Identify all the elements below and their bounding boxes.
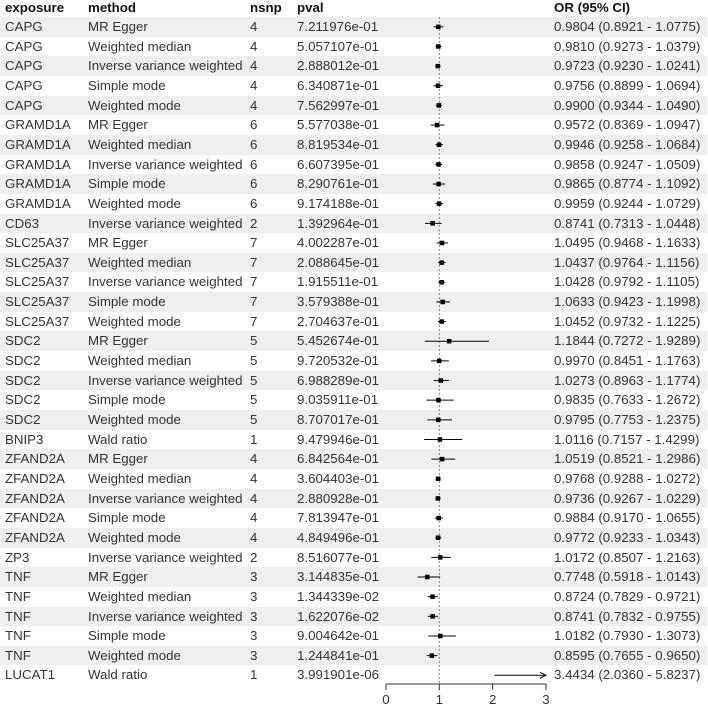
nsnp-cell: 4	[250, 38, 258, 54]
or-ci-cell: 0.9572 (0.8369 - 1.0947)	[554, 117, 701, 133]
pval-cell: 8.819534e-01	[297, 136, 380, 152]
nsnp-cell: 6	[250, 176, 258, 192]
or-ci-cell: 0.9723 (0.9230 - 1.0241)	[554, 58, 701, 74]
exposure-cell: CAPG	[5, 38, 43, 54]
method-cell: Weighted mode	[88, 313, 181, 329]
table-row	[0, 548, 707, 568]
exposure-cell: CAPG	[5, 77, 43, 93]
or-ci-cell: 0.7748 (0.5918 - 1.0143)	[554, 569, 701, 585]
exposure-cell: SLC25A37	[5, 294, 70, 310]
pval-cell: 7.211976e-01	[297, 19, 379, 34]
pval-cell: 6.842564e-01	[297, 451, 380, 467]
table-row	[0, 253, 707, 273]
method-cell: MR Egger	[88, 235, 148, 251]
nsnp-cell: 6	[250, 117, 258, 133]
exposure-cell: TNF	[5, 608, 31, 624]
or-ci-cell: 0.8595 (0.7655 - 0.9650)	[554, 647, 701, 663]
method-cell: Weighted mode	[88, 195, 181, 211]
nsnp-cell: 7	[250, 313, 258, 329]
exposure-cell: ZP3	[5, 549, 30, 565]
pval-cell: 9.479946e-01	[297, 431, 380, 447]
method-cell: Weighted median	[88, 136, 192, 152]
nsnp-cell: 7	[250, 274, 258, 290]
pval-cell: 2.088645e-01	[297, 254, 380, 270]
or-ci-cell: 0.9900 (0.9344 - 1.0490)	[554, 97, 701, 113]
table-row	[0, 449, 707, 469]
pval-cell: 4.849496e-01	[297, 529, 380, 545]
pval-cell: 3.604403e-01	[297, 470, 380, 486]
pval-cell: 6.988289e-01	[297, 372, 380, 388]
exposure-cell: CAPG	[5, 97, 43, 113]
column-header-exposure: exposure	[5, 0, 65, 15]
table-row	[0, 607, 707, 627]
nsnp-cell: 7	[250, 254, 258, 270]
or-ci-cell: 0.9970 (0.8451 - 1.1763)	[554, 353, 701, 369]
pval-cell: 3.579388e-01	[297, 294, 380, 310]
nsnp-cell: 5	[250, 353, 258, 369]
exposure-cell: SDC2	[5, 333, 41, 349]
x-tick-label: 0	[382, 692, 390, 707]
method-cell: Inverse variance weighted	[88, 274, 243, 290]
or-ci-cell: 0.9795 (0.7753 - 1.2375)	[554, 412, 701, 427]
exposure-cell: TNF	[5, 588, 31, 604]
exposure-cell: GRAMD1A	[5, 176, 71, 192]
nsnp-cell: 2	[250, 215, 258, 231]
table-row	[0, 272, 707, 292]
or-ci-cell: 1.0519 (0.8521 - 1.2986)	[554, 451, 701, 467]
method-cell: MR Egger	[88, 451, 148, 467]
exposure-cell: SDC2	[5, 353, 41, 369]
pval-cell: 3.991901e-06	[297, 667, 380, 683]
nsnp-cell: 3	[250, 569, 258, 585]
pval-cell: 1.622076e-02	[297, 608, 380, 624]
nsnp-cell: 6	[250, 136, 258, 152]
column-header-method: method	[88, 0, 137, 15]
method-cell: Weighted mode	[88, 529, 181, 545]
pval-cell: 5.057107e-01	[297, 38, 380, 54]
table-row	[0, 115, 707, 135]
nsnp-cell: 5	[250, 333, 258, 349]
column-header-pval: pval	[297, 0, 324, 15]
or-ci-cell: 0.9858 (0.9247 - 1.0509)	[554, 156, 701, 172]
or-ci-cell: 0.9768 (0.9288 - 1.0272)	[554, 470, 701, 486]
or-ci-cell: 1.0172 (0.8507 - 1.2163)	[554, 549, 701, 565]
exposure-cell: ZFAND2A	[5, 451, 65, 467]
column-header-or-ci: OR (95% CI)	[554, 0, 631, 15]
exposure-cell: TNF	[5, 569, 31, 585]
exposure-cell: GRAMD1A	[5, 195, 71, 211]
method-cell: Weighted median	[88, 254, 192, 270]
x-tick-label: 1	[435, 692, 444, 707]
table-row	[0, 469, 707, 489]
or-ci-cell: 0.8741 (0.7832 - 0.9755)	[554, 608, 701, 624]
method-cell: MR Egger	[88, 19, 148, 34]
exposure-cell: GRAMD1A	[5, 156, 71, 172]
or-ci-cell: 0.9772 (0.9233 - 1.0343)	[554, 529, 701, 545]
nsnp-cell: 1	[250, 431, 258, 447]
table-row	[0, 56, 707, 76]
or-ci-cell: 1.0437 (0.9764 - 1.1156)	[554, 254, 700, 270]
table-row	[0, 351, 707, 371]
method-cell: Weighted mode	[88, 647, 181, 663]
nsnp-cell: 3	[250, 588, 258, 604]
or-ci-cell: 0.9884 (0.9170 - 1.0655)	[554, 510, 701, 526]
or-ci-cell: 1.0182 (0.7930 - 1.3073)	[554, 628, 701, 644]
nsnp-cell: 4	[250, 510, 258, 526]
x-tick-label: 2	[488, 692, 497, 707]
or-ci-cell: 0.9959 (0.9244 - 1.0729)	[554, 195, 701, 211]
or-ci-cell: 3.4434 (2.0360 - 5.8237)	[554, 667, 701, 683]
table-row	[0, 37, 707, 57]
pval-cell: 9.720532e-01	[297, 353, 380, 369]
table-row	[0, 567, 707, 587]
exposure-cell: ZFAND2A	[5, 510, 65, 526]
method-cell: Inverse variance weighted	[88, 215, 243, 231]
method-cell: Weighted median	[88, 470, 192, 486]
pval-cell: 7.813947e-01	[297, 510, 380, 526]
exposure-cell: CAPG	[5, 58, 43, 74]
method-cell: Wald ratio	[88, 667, 148, 683]
table-row	[0, 430, 707, 450]
method-cell: Inverse variance weighted	[88, 58, 243, 74]
or-ci-cell: 1.0495 (0.9468 - 1.1633)	[554, 235, 701, 251]
pval-cell: 1.244841e-01	[297, 647, 380, 663]
table-row	[0, 331, 707, 351]
nsnp-cell: 2	[250, 549, 258, 565]
exposure-cell: SDC2	[5, 372, 41, 388]
table-row	[0, 528, 707, 548]
method-cell: Inverse variance weighted	[88, 549, 243, 565]
or-ci-cell: 0.9804 (0.8921 - 1.0775)	[554, 19, 701, 34]
pval-cell: 2.888012e-01	[297, 58, 380, 74]
nsnp-cell: 5	[250, 392, 258, 408]
pval-cell: 9.174188e-01	[297, 195, 380, 211]
pval-cell: 8.290761e-01	[297, 176, 380, 192]
exposure-cell: SDC2	[5, 412, 41, 427]
pval-cell: 9.035911e-01	[297, 392, 379, 408]
table-row	[0, 233, 707, 253]
table-row	[0, 371, 707, 391]
pval-cell: 8.707017e-01	[297, 412, 380, 427]
nsnp-cell: 6	[250, 195, 258, 211]
table-row	[0, 508, 707, 528]
exposure-cell: SDC2	[5, 392, 41, 408]
pval-cell: 1.915511e-01	[297, 274, 379, 290]
method-cell: Simple mode	[88, 510, 166, 526]
column-header-nsnp: nsnp	[250, 0, 282, 15]
or-ci-cell: 1.0273 (0.8963 - 1.1774)	[554, 372, 701, 388]
method-cell: Inverse variance weighted	[88, 372, 243, 388]
method-cell: Inverse variance weighted	[88, 608, 243, 624]
pval-cell: 2.704637e-01	[297, 313, 380, 329]
method-cell: Weighted median	[88, 353, 192, 369]
exposure-cell: CD63	[5, 215, 39, 231]
exposure-cell: ZFAND2A	[5, 529, 65, 545]
exposure-cell: CAPG	[5, 19, 43, 34]
exposure-cell: GRAMD1A	[5, 117, 71, 133]
nsnp-cell: 4	[250, 58, 258, 74]
nsnp-cell: 4	[250, 19, 258, 34]
table-row	[0, 155, 707, 175]
table-row	[0, 587, 707, 607]
pval-cell: 1.344339e-02	[297, 588, 380, 604]
method-cell: Simple mode	[88, 294, 166, 310]
method-cell: Weighted median	[88, 588, 192, 604]
method-cell: Simple mode	[88, 392, 166, 408]
exposure-cell: TNF	[5, 647, 31, 663]
or-ci-cell: 0.9835 (0.7633 - 1.2672)	[554, 392, 701, 408]
table-row	[0, 312, 707, 332]
nsnp-cell: 1	[250, 667, 258, 683]
nsnp-cell: 5	[250, 412, 258, 427]
exposure-cell: ZFAND2A	[5, 470, 65, 486]
pval-cell: 4.002287e-01	[297, 235, 380, 251]
method-cell: Inverse variance weighted	[88, 490, 243, 506]
nsnp-cell: 4	[250, 470, 258, 486]
method-cell: Simple mode	[88, 176, 166, 192]
method-cell: Simple mode	[88, 77, 166, 93]
table-row	[0, 390, 707, 410]
x-tick-label: 3	[542, 692, 550, 707]
exposure-cell: SLC25A37	[5, 274, 70, 290]
exposure-cell: GRAMD1A	[5, 136, 71, 152]
table-row	[0, 96, 707, 116]
pval-cell: 3.144835e-01	[297, 569, 380, 585]
or-ci-cell: 1.0428 (0.9792 - 1.1105)	[554, 274, 700, 290]
method-cell: Weighted mode	[88, 412, 181, 427]
method-cell: MR Egger	[88, 333, 148, 349]
exposure-cell: SLC25A37	[5, 254, 70, 270]
pval-cell: 6.607395e-01	[297, 156, 380, 172]
nsnp-cell: 7	[250, 294, 258, 310]
nsnp-cell: 4	[250, 97, 258, 113]
nsnp-cell: 6	[250, 156, 258, 172]
method-cell: Weighted mode	[88, 97, 181, 113]
exposure-cell: LUCAT1	[5, 667, 55, 683]
exposure-cell: ZFAND2A	[5, 490, 65, 506]
table-row	[0, 626, 707, 646]
nsnp-cell: 3	[250, 628, 258, 644]
pval-cell: 8.516077e-01	[297, 549, 380, 565]
method-cell: Simple mode	[88, 628, 166, 644]
table-row	[0, 174, 707, 194]
nsnp-cell: 5	[250, 372, 258, 388]
nsnp-cell: 4	[250, 77, 258, 93]
or-ci-cell: 0.9756 (0.8899 - 1.0694)	[554, 77, 701, 93]
table-row	[0, 214, 707, 234]
pval-cell: 2.880928e-01	[297, 490, 380, 506]
nsnp-cell: 4	[250, 529, 258, 545]
or-ci-cell: 0.9946 (0.9258 - 1.0684)	[554, 136, 701, 152]
or-ci-cell: 0.9810 (0.9273 - 1.0379)	[554, 38, 701, 54]
or-ci-cell: 0.8724 (0.7829 - 0.9721)	[554, 588, 701, 604]
or-ci-cell: 1.1844 (0.7272 - 1.9289)	[554, 333, 701, 349]
pval-cell: 7.562997e-01	[297, 97, 380, 113]
table-row	[0, 292, 707, 312]
exposure-cell: SLC25A37	[5, 313, 70, 329]
or-ci-cell: 1.0116 (0.7157 - 1.4299)	[554, 431, 700, 447]
method-cell: MR Egger	[88, 117, 148, 133]
nsnp-cell: 3	[250, 647, 258, 663]
table-row	[0, 665, 707, 685]
exposure-cell: BNIP3	[5, 431, 44, 447]
method-cell: Weighted median	[88, 38, 192, 54]
nsnp-cell: 3	[250, 608, 258, 624]
pval-cell: 5.577038e-01	[297, 117, 380, 133]
or-ci-cell: 0.8741 (0.7313 - 1.0448)	[554, 215, 701, 231]
pval-cell: 9.004642e-01	[297, 628, 380, 644]
nsnp-cell: 4	[250, 490, 258, 506]
table-row	[0, 489, 707, 509]
table-row	[0, 646, 707, 666]
or-ci-cell: 0.9736 (0.9267 - 1.0229)	[554, 490, 701, 506]
method-cell: MR Egger	[88, 569, 148, 585]
pval-cell: 5.452674e-01	[297, 333, 380, 349]
or-ci-cell: 1.0633 (0.9423 - 1.1998)	[554, 294, 701, 310]
table-row	[0, 17, 707, 37]
or-ci-cell: 0.9865 (0.8774 - 1.1092)	[554, 176, 701, 192]
method-cell: Wald ratio	[88, 431, 148, 447]
nsnp-cell: 7	[250, 235, 258, 251]
pval-cell: 6.340871e-01	[297, 77, 380, 93]
exposure-cell: TNF	[5, 628, 31, 644]
or-ci-cell: 1.0452 (0.9732 - 1.1225)	[554, 313, 701, 329]
exposure-cell: SLC25A37	[5, 235, 70, 251]
table-row	[0, 135, 707, 155]
nsnp-cell: 4	[250, 451, 258, 467]
pval-cell: 1.392964e-01	[297, 215, 380, 231]
table-row	[0, 76, 707, 96]
table-row	[0, 410, 707, 430]
table-row	[0, 194, 707, 214]
method-cell: Inverse variance weighted	[88, 156, 243, 172]
